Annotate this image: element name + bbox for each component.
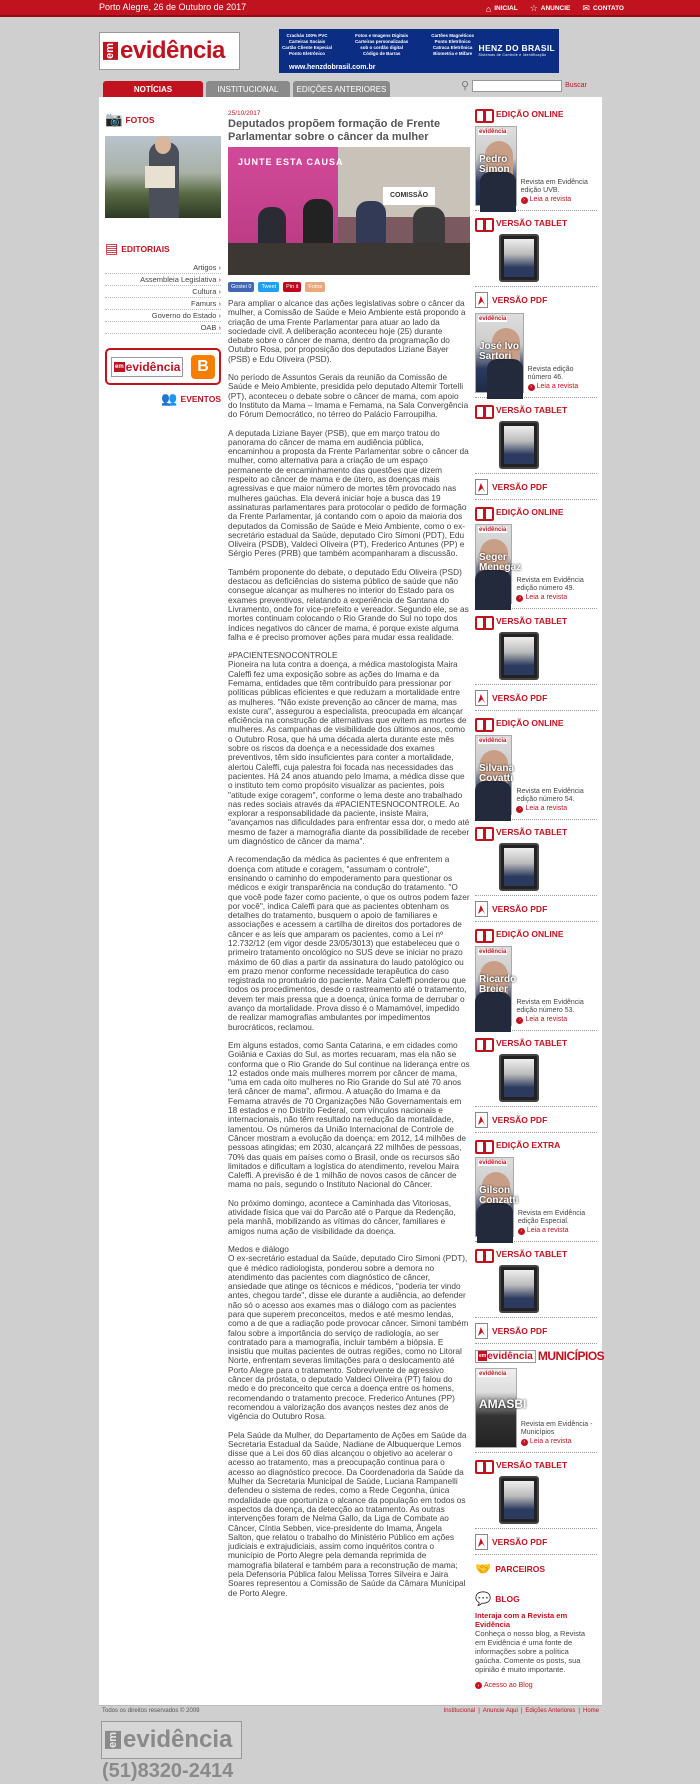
magazine-blocks xyxy=(475,107,605,1555)
tablet-version-thumbnail[interactable] xyxy=(499,1054,539,1102)
arrow-icon: › xyxy=(528,384,535,391)
magazine-cover[interactable]: evidência Pedro Simon xyxy=(475,126,517,206)
book-icon xyxy=(475,505,492,519)
magazine-block xyxy=(475,927,597,1031)
eventos-link[interactable]: 👥 EVENTOS xyxy=(161,391,221,406)
pdf-icon xyxy=(475,1534,488,1550)
copyright: Todos os direitos reservados © 2009 xyxy=(102,1708,200,1714)
editoriais-list xyxy=(105,262,221,334)
magazine-item xyxy=(475,524,597,604)
current-date: Porto Alegre, 26 de Outubro de 2017 xyxy=(99,2,247,12)
footer xyxy=(99,1705,602,1717)
magazine-block xyxy=(475,505,597,609)
pinterest-button[interactable]: Pin it xyxy=(283,282,301,292)
tablet-version-thumbnail[interactable] xyxy=(499,1265,539,1313)
magazine-heading[interactable]: VERSÃO PDF xyxy=(475,292,597,308)
magazine-heading[interactable]: EDIÇÃO ONLINE xyxy=(475,927,597,941)
magazine-item xyxy=(475,126,597,206)
magazine-block xyxy=(475,216,597,287)
tablet-heading[interactable]: VERSÃO TABLET xyxy=(475,614,597,628)
tablet-heading[interactable]: VERSÃO TABLET xyxy=(475,1036,597,1050)
footer-institucional[interactable]: Institucional xyxy=(443,1708,476,1714)
editorial-artigos[interactable]: Artigos › xyxy=(105,262,221,274)
magazine-item xyxy=(475,1157,597,1237)
editorial-cultura[interactable]: Cultura › xyxy=(105,286,221,298)
pdf-icon xyxy=(475,479,488,495)
article-title: Deputados propõem formação de Frente Parlamentar sobre o câncer da mulher xyxy=(228,118,441,143)
article-paragraph: Também proponente do debate, o deputado Edu Oliveira (PSD) destacou as deficiências do sistema público de saúde que não consegue alcançar as mulheres no interior do Estado para os exames preventivos, relatando a experiência de Santana do Livramento, onde for vice-prefeito e vereador. Segundo ele, se as mortes continuam colocando o Rio Grande do Sul no topo dos índices negativos do câncer de mama, é porque existe alguma falha e é preciso promover ações para mudar essa realidade. xyxy=(228,566,469,642)
top-bar xyxy=(0,0,700,17)
speech-icon: 💬 xyxy=(475,1591,492,1606)
blog-access-link[interactable]: › Acesso ao Blog xyxy=(475,1682,597,1689)
tab-edicoes-anteriores[interactable]: EDIÇÕES ANTERIORES xyxy=(293,81,390,98)
article-paragraph: Em alguns estados, como Santa Catarina, e em cidades como Goiânia e Caxias do Sul, as mortes recuaram, mas ela não se conforma que o Rio Grande do Sul continue na liderança entre os 12 estados onde mais mulheres morrem por câncer de mama, "uma em cada oito mulheres no Rio Grande do Sul até 70 anos terá câncer de mama", afirmou. A atuação do Imama e da Femama através de 70 Organizações Não Governamentais em 18 estados e no Distrito Federal, com vínculos nacionais e internacionais, não têm resultado na redução da mortalidade, lamentou. Os números da União Internacional de Controle de Câncer mostram a evolução da doença: em 2012, 14 milhões de pessoas atingidas; em 2030, alcançará 22 milhões de pessoas, 70% das quais em países como o Brasil, onde os recursos são limitados e dificultam a logística do atendimento, revelou Maira Caleffi. A previsão é de 1 milhão de novos casos de câncer de mama no país, segundo o Instituto Nacional do Câncer. xyxy=(228,1039,470,1190)
pdf-icon xyxy=(475,1323,488,1339)
left-sidebar xyxy=(105,111,221,407)
arrow-icon: › xyxy=(521,1439,528,1446)
magazine-cover[interactable]: evidência Gilson Conzatti xyxy=(475,1157,514,1237)
right-sidebar xyxy=(475,107,605,1689)
photo-plaque-text: COMISSÃO xyxy=(383,187,435,205)
article-paragraph: Para ampliar o alcance das ações legislativas sobre o câncer da mulher, a Comissão de Saúde e Meio Ambiente está propondo a criação de uma Frente Parlamentar para atuar ao lado da sociedade civil. A deliberação aconteceu hoje (25) durante debate sobre o câncer de mama, dentro da programação do Outubro Rosa, por proposição dos deputados Liziane Bayer (PSB) e Edu Oliveira (PSD). xyxy=(228,298,466,364)
magazine-block xyxy=(475,1349,605,1453)
magazine-heading[interactable]: EDIÇÃO EXTRA xyxy=(475,1138,597,1152)
footer-edicoes[interactable]: Edições Anteriores xyxy=(525,1708,576,1714)
tablet-version-thumbnail[interactable] xyxy=(499,234,539,282)
banner-col: Cartões Magnéticos Ponto Eletrônico Catraca Eletrônica Biometria e Mifare xyxy=(431,33,474,56)
blogger-icon: B xyxy=(191,355,215,379)
magazine-item xyxy=(475,313,597,393)
magazine-cover[interactable]: evidência AMASBI xyxy=(475,1368,517,1448)
magazine-heading[interactable]: EDIÇÃO ONLINE xyxy=(475,505,597,519)
magazine-caption: Revista em Evidência - Municípios › Leia a revista xyxy=(521,1421,597,1448)
fotos-heading[interactable]: 📷 FOTOS xyxy=(105,111,155,127)
municipios-heading[interactable]: em evidência MUNICÍPIOS xyxy=(475,1349,597,1363)
editorial-assembleia[interactable]: Assembleia Legislativa › xyxy=(105,274,221,286)
book-icon xyxy=(475,107,492,121)
header xyxy=(99,17,602,80)
article-paragraph: Medos e diálogo O ex-secretário estadual da Saúde, deputado Ciro Simoni (PDT), que é médico radiologista, ponderou sobre a demora no atendimento das pacientes com diagnóstico de câncer, ansiedade que atinge os técnicos e médicos, "poderia ter vindo antes, chegou tarde", disse ele durante a audiência, ao defender não só o acesso aos exames mas o diálogo com as pacientes para que superem preconceitos, medos e até mesmo lendas, como a de que a radiação pode provocar câncer. Simoni também falou sobre a importância do serviço de radiologia, ao ser contratado para a mamografia, incluir também a biópsia. E insistiu que muitas pacientes de outras regiões, como no Litoral Norte, enfrentam severas limitações para o deslocamento até Porto Alegre para o tratamento. Sobrevivente de agressivo câncer da próstata, o deputado Valdeci Oliveira (PT) falou do medo e do preconceito que cerca a doença entre os homens, recomendando o tratamento precoce. Frederico Antunes (PP) recomendou a valorização dos avanços nestes dez anos de vigência do Outubro Rosa. xyxy=(228,1243,469,1422)
arrow-icon: › xyxy=(516,595,523,602)
article xyxy=(228,110,470,1607)
camera-icon: 📷 xyxy=(105,111,123,127)
tablet-heading[interactable]: VERSÃO TABLET xyxy=(475,1458,597,1472)
magazine-block xyxy=(475,292,597,398)
tablet-heading[interactable]: VERSÃO TABLET xyxy=(475,825,597,839)
book-icon xyxy=(475,1247,492,1261)
cover-name: Seger Menegaz xyxy=(479,552,522,573)
magazine-block xyxy=(475,403,597,474)
magazine-item xyxy=(475,946,597,1026)
arrow-icon: › xyxy=(518,1228,525,1235)
editorial-governo[interactable]: Governo do Estado › xyxy=(105,310,221,322)
arrow-icon: › xyxy=(516,1017,523,1024)
search-icon: ⚲ xyxy=(461,80,470,92)
blog-logo: em evidência xyxy=(111,357,183,377)
tablet-version-thumbnail[interactable] xyxy=(499,1476,539,1524)
main-content xyxy=(99,97,605,1705)
article-paragraph: No próximo domingo, acontece a Caminhada das Vitoriosas, atividade física que vai do Parcão até o Parque da Redenção, pela manhã, mobilizando as vítimas do câncer, familiares e amigos numa ação de visibilidade da doença. xyxy=(228,1197,456,1236)
article-date: 25/10/2017 xyxy=(228,110,261,117)
tablet-version-thumbnail[interactable] xyxy=(499,632,539,680)
magazine-caption: Revista em Evidência edição número 53. › Leia a revista xyxy=(516,999,597,1026)
footer-home[interactable]: Home xyxy=(582,1708,599,1714)
pdf-icon xyxy=(475,292,488,308)
tablet-heading[interactable]: VERSÃO TABLET xyxy=(475,403,597,417)
tab-institucional[interactable]: INSTITUCIONAL xyxy=(206,81,290,98)
henz-banner-ad[interactable] xyxy=(279,29,559,73)
pdf-icon xyxy=(475,1112,488,1128)
pdf-heading[interactable]: VERSÃO PDF xyxy=(475,1112,597,1128)
pdf-heading[interactable]: VERSÃO PDF xyxy=(475,901,597,917)
blog-banner[interactable] xyxy=(105,348,221,385)
site-logo[interactable]: em evidência xyxy=(99,32,240,70)
article-paragraph: A deputada Liziane Bayer (PSB), que em março tratou do panorama do câncer de mama em audiência pública, encaminhou a proposta da Frente Parlamentar sobre o câncer da mulher, como alternativa para a criação de um espaço permanente de encaminhamento das questões que dizem respeito ao câncer de mama e de útero, as doenças mais agressivas e que maior número de mortes têm provocado nas mulheres gaúchas. Ela deverá iniciar hoje a busca das 19 assinaturas parlamentares para protocolar o pedido de formação da Frente Parlamentar, já contando com o apoio da maioria dos deputados da Comissão de Saúde e Meio Ambiente, como o ex-secretário estadual da Saúde, deputado Ciro Simoni (PDT), Edu Oliveira (PSDB), Valdeci Oliveira (PT), Frederico Antunes (PP) e Sérgio Peres (PRB) que também acompanharam a discussão. xyxy=(228,427,469,559)
footer-anuncie[interactable]: Anuncie Aqui xyxy=(482,1708,518,1714)
book-icon xyxy=(475,716,492,730)
arrow-icon: › xyxy=(521,197,528,204)
magazine-block xyxy=(475,1247,597,1318)
star-icon: ☆ xyxy=(529,3,538,13)
magazine-block xyxy=(475,479,597,500)
banner-features xyxy=(282,33,474,57)
cover-name: Pedro Simon xyxy=(479,154,510,175)
magazine-cover[interactable]: evidência Seger Menegaz xyxy=(475,524,512,604)
read-magazine-link[interactable]: › Leia a revista xyxy=(521,196,597,204)
editoriais-heading: ▤ EDITORIAIS xyxy=(105,240,170,256)
banner-brand: HENZ DO BRASIL Sistemas de Controle e Identificação xyxy=(478,43,555,57)
pdf-heading[interactable]: VERSÃO PDF xyxy=(475,690,597,706)
book-icon xyxy=(475,927,492,941)
magazine-caption: Revista em Evidência edição UVB. › Leia a revista xyxy=(521,179,597,206)
magazine-block xyxy=(475,1534,597,1555)
magazine-block xyxy=(475,614,597,685)
magazine-block xyxy=(475,1112,597,1133)
book-icon xyxy=(475,825,492,839)
footer-links: Institucional | Anuncie Aqui | Edições Anteriores | Home xyxy=(443,1708,599,1714)
editorial-famurs[interactable]: Famurs › xyxy=(105,298,221,310)
banner-col: Fotos e Imagens Digitais Carteiras personalizadas sob o cordão digital Código de Barras xyxy=(354,33,409,56)
pdf-icon xyxy=(475,690,488,706)
book-icon xyxy=(475,403,492,417)
tablet-heading[interactable]: VERSÃO TABLET xyxy=(475,216,597,230)
handshake-icon: 🤝 xyxy=(475,1561,492,1576)
read-magazine-link[interactable]: › Leia a revista xyxy=(516,1016,597,1024)
magazine-heading[interactable]: EDIÇÃO ONLINE xyxy=(475,107,597,121)
tablet-version-thumbnail[interactable] xyxy=(499,843,539,891)
magazine-block xyxy=(475,1036,597,1107)
book-icon xyxy=(475,1458,492,1472)
tablet-version-thumbnail[interactable] xyxy=(499,421,539,469)
magazine-block xyxy=(475,1458,597,1529)
article-body xyxy=(228,299,470,1598)
cover-name: Silvana Covatti xyxy=(479,763,515,784)
facebook-like-button[interactable]: Gostei 0 xyxy=(228,282,254,292)
banner-col: Crachás 100% PVC Carteiras Sociais Cartão Cliente Especial Ponto Eletrônico xyxy=(282,33,333,56)
search-input[interactable] xyxy=(472,80,562,92)
blog-description: Interaja com a Revista em Evidência Conheça o nosso blog, a Revista em Evidência é uma fonte de informações sobre a política gaúcha. Comente os posts, sua opinião é muito importante. xyxy=(475,1611,597,1674)
read-magazine-link[interactable]: › Leia a revista xyxy=(518,1227,597,1235)
share-buttons xyxy=(228,282,470,292)
book-icon xyxy=(475,614,492,628)
tab-noticias[interactable]: NOTÍCIAS xyxy=(103,81,203,98)
cover-name: José Ivo Sartori xyxy=(479,341,520,362)
parceiros-heading: 🤝 PARCEIROS xyxy=(475,1561,546,1576)
read-magazine-link[interactable]: › Leia a revista xyxy=(516,594,597,602)
article-paragraph: #PACIENTESNOCONTROLE Pioneira na luta contra a doença, a médica mastologista Maira Caleffi fez uma exposição sobre as ações do Imama e da Femama, entidades que têm contribuído para pressionar por políticas públicas eficientes e que reduzam a mortalidade entre as mulheres. "Não existe prevenção ao câncer de mama, mas existe cura", assegurou a especialista, preocupada em alcançar eficiência na construção de alternativas que evitem as mortes de mulheres. As campanhas de visibilidade dos últimos anos, como o Outubro Rosa, que há uma década alerta durante este mês sobre os riscos da doença e a necessidade dos exames preventivos, têm sido insuficientes para conter a mortalidade, alertou Caleffi, cuja palestra foi focada nas necessidades das pacientes. Há 24 anos atuando pelo Imama, a médica disse que o instituto tem como propósito visualizar as pacientes, pois "atitude exige coragem", conforme o lema deste ano trabalhado nas redes sociais através da #PACIENTESNOCONTROLE. Ao explorar a responsabilidade da paciente, insiste Maira, "avançamos nas dificuldades para enfrentar essa dor, o medo até mesmo de fazer a mamografia diante da possibilidade de receber um diagnóstico de câncer da mama". xyxy=(228,650,470,847)
magazine-block xyxy=(475,1323,597,1344)
mail-icon: ✉ xyxy=(582,3,590,13)
people-icon: 👥 xyxy=(161,391,178,406)
magazine-block xyxy=(475,107,597,211)
top-nav xyxy=(486,3,624,14)
cover-name: Gilson Conzatti xyxy=(479,1185,519,1206)
article-photo xyxy=(228,147,470,275)
read-magazine-link[interactable]: › Leia a revista xyxy=(516,805,597,813)
read-magazine-link[interactable]: › Leia a revista xyxy=(521,1438,597,1446)
magazine-caption: Revista em Evidência edição Especial. › Leia a revista xyxy=(518,1210,597,1237)
magazine-cover[interactable]: evidência José Ivo Sartori xyxy=(475,313,524,393)
footer-phone: (51)8320-2414 xyxy=(102,1760,234,1782)
arrow-icon: › xyxy=(475,1682,482,1689)
magazine-heading[interactable]: EDIÇÃO ONLINE xyxy=(475,716,597,730)
search-box xyxy=(461,79,587,92)
blog-link[interactable]: Interaja com a Revista em Evidência xyxy=(475,1611,568,1629)
cover-name: AMASBI xyxy=(479,1397,527,1411)
main-tabs xyxy=(103,81,390,98)
pdf-icon xyxy=(475,901,488,917)
tweet-button[interactable]: Tweet xyxy=(258,282,279,292)
magazine-caption: Revista edição número 46. › Leia a revista xyxy=(528,366,597,393)
editorial-oab[interactable]: OAB › xyxy=(105,322,221,334)
nav-anuncie[interactable]: ☆ ANUNCIE xyxy=(529,3,571,13)
cover-name: Ricardo Breier xyxy=(479,974,517,995)
pdf-heading[interactable]: VERSÃO PDF xyxy=(475,1323,597,1339)
home-icon: ⌂ xyxy=(485,3,492,14)
magazine-cover[interactable]: evidência Ricardo Breier xyxy=(475,946,512,1026)
magazine-block xyxy=(475,825,597,896)
magazine-block xyxy=(475,690,597,711)
magazine-cover[interactable]: evidência Silvana Covatti xyxy=(475,735,512,815)
magazine-item xyxy=(475,735,597,815)
article-paragraph: No período de Assuntos Gerais da reunião da Comissão de Saúde e Meio Ambiente, presidida pelo deputado Altemir Tortelli (PT), aconteceu o debate sobre o câncer de mama, com apoio do Instituto da Mama – Imama e Femama, na Sala Convergência do Fórum Democrático, no térreo do Palácio Farroupilha. xyxy=(228,372,469,420)
magazine-caption: Revista em Evidência edição número 49. › Leia a revista xyxy=(516,577,597,604)
article-paragraph: A recomendação da médica às pacientes é que enfrentem a doença com atitude e coragem, "assumam o controle", ensinando o caminho do empoderamento para questionar os médicos e exigir transparência na condução do tratamento. "O que você pode fazer como paciente, o que os outros podem fazer por você", indica Caleffi para que as pacientes obtenham os detalhes do tratamento, busquem o apoio de familiares e associações e acessem a cartilha de direitos dos portadores de câncer e as leis que amparam os pacientes, como a Lei nº 12.732/12 (em vigor desde 23/05/3013) que estabeleceu que o primeiro tratamento oncológico no SUS deve se iniciar no prazo máximo de 60 dias a partir da assinatura do laudo patológico ou em prazo menor conforme necessidade terapêutica do caso registrada no prontuário do paciente. Maira Caleffi ponderou que todos os procedimentos, desde o rastreamento até o tratamento, devem ter mais pressa que a doença, única forma de derrubar o avanço da mortalidade. Prova disso é o Mamamóvel, impedido de realizar mamografias ambulantes por impedimentos burocráticos, reclamou. xyxy=(228,854,470,1032)
read-magazine-link[interactable]: › Leia a revista xyxy=(528,383,597,391)
blog-heading: 💬 BLOG xyxy=(475,1591,520,1606)
article-paragraph: Pela Saúde da Mulher, do Departamento de Ações em Saúde da Secretaria Estadual da Saúde, Nadiane de Albuquerque Lemos disse que a Lei dos 60 dias alcançou o objetivo ao acelerar o acesso ao tratamento, mas a preocupação continua para o acesso ao diagnóstico precoce. Da Coordenadoria da Saúde da Mulher da Secretaria Municipal de Saúde, Luciana Rampanelli defendeu o sistema de redes, como a Rede Cegonha, única modalidade que oportuniza o alcance da população em todos os aspectos da doença, da detecção ao tratamento. As outras intervenções foram de Nelma Gallo, da Liga de Combate ao Câncer, Cíntia Sebben, vice-presidente do Imama, Ângela Salton, que relatou o trabalho do Ministério Público em ações judiciais e extrajudiciais, assim como inquéritos contra o município de Porto Alegre pela demanda reprimida de mamografia bilateral e também para a reconstrução de mama; pela Defensoria Pública falou Melissa Torres Silveira e Jaira Soares representou a Comissão de Saúde da Câmara Municipal de Porto Alegre. xyxy=(228,1429,467,1598)
pdf-heading[interactable]: VERSÃO PDF xyxy=(475,1534,597,1550)
magazine-block xyxy=(475,716,597,820)
nav-inicial[interactable]: ⌂ INICIAL xyxy=(485,3,518,14)
magazine-caption: Revista em Evidência edição número 54. › Leia a revista xyxy=(516,788,597,815)
photos-button[interactable]: Fotos xyxy=(305,282,325,292)
book-icon xyxy=(475,216,492,230)
pdf-heading[interactable]: VERSÃO PDF xyxy=(475,479,597,495)
photo-sign-text: JUNTE ESTA CAUSA xyxy=(238,157,344,167)
magazine-block xyxy=(475,1138,597,1242)
book-icon xyxy=(475,1036,492,1050)
magazine-block xyxy=(475,901,597,922)
nav-contato[interactable]: ✉ CONTATO xyxy=(582,3,624,13)
arrow-icon: › xyxy=(516,806,523,813)
document-icon: ▤ xyxy=(105,240,119,256)
footer-logo: em evidência xyxy=(101,1721,242,1759)
featured-photo[interactable] xyxy=(105,136,221,218)
book-icon xyxy=(475,1138,492,1152)
banner-url: www.henzdobrasil.com.br xyxy=(289,64,376,71)
tablet-heading[interactable]: VERSÃO TABLET xyxy=(475,1247,597,1261)
search-button[interactable]: Buscar xyxy=(565,82,587,89)
magazine-item xyxy=(475,1368,597,1448)
